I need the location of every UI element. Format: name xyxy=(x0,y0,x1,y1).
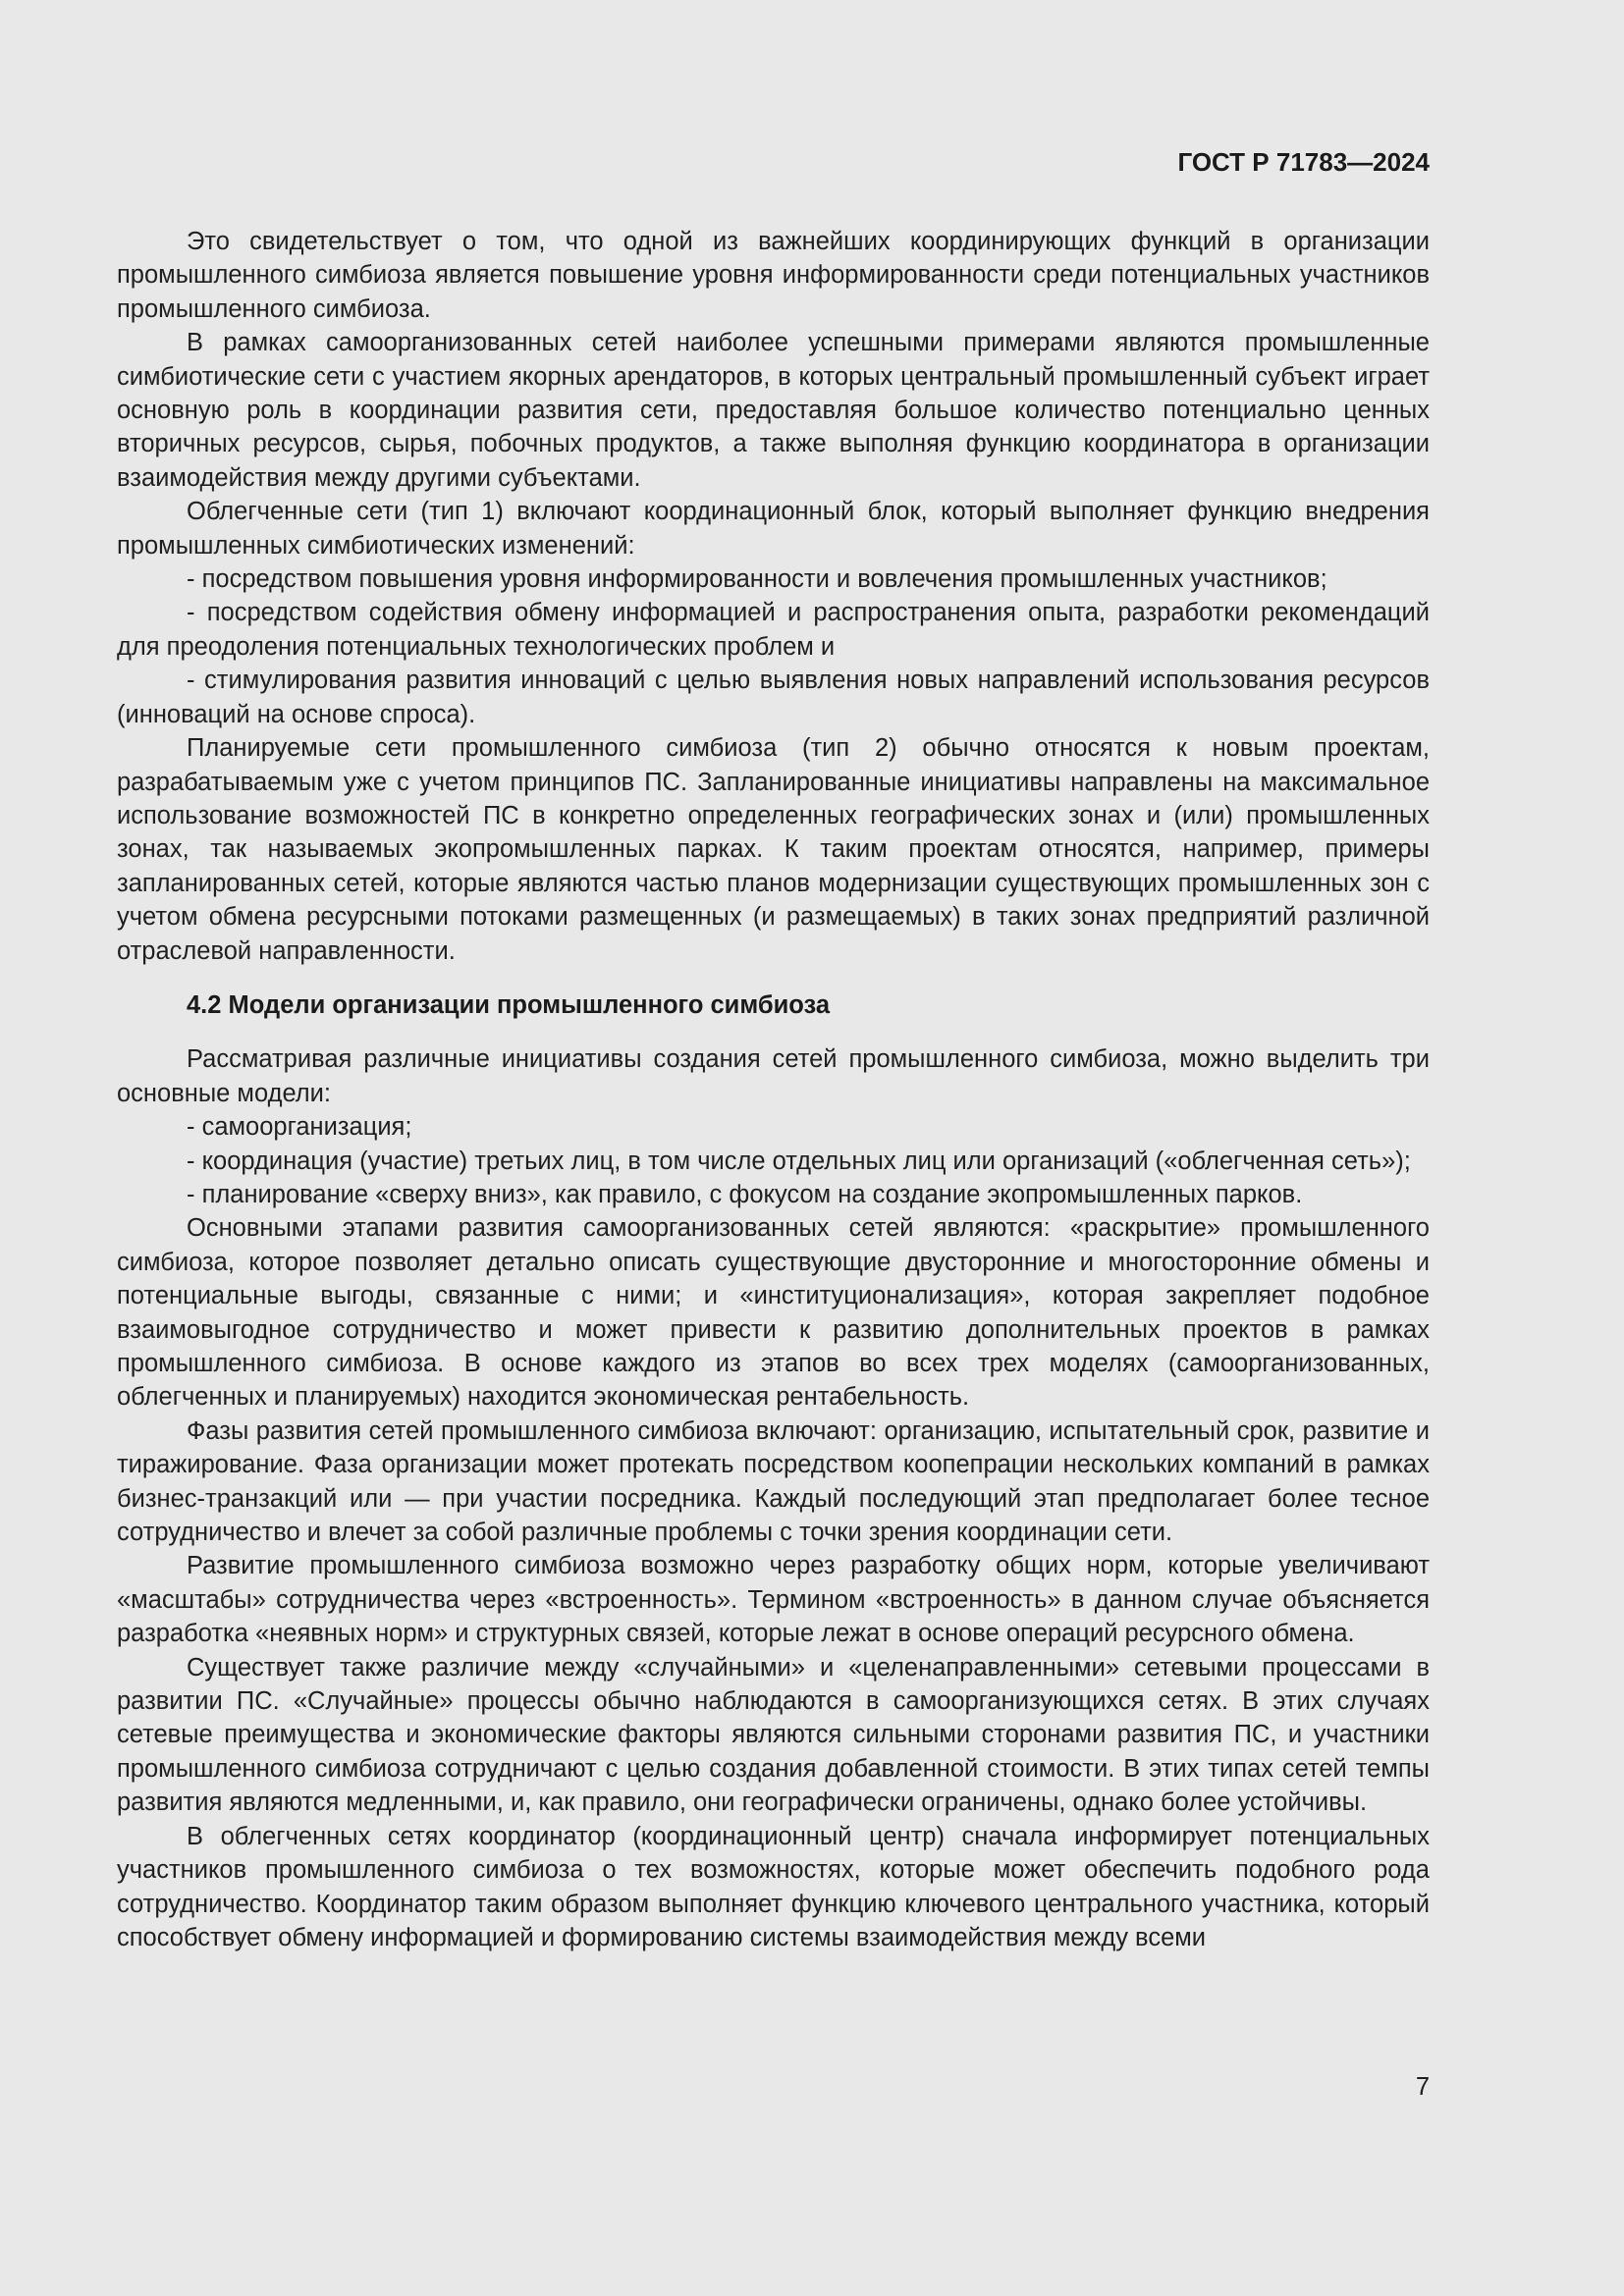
list-item: - планирование «сверху вниз», как правило, с фокусом на создание экопромышленных парков. xyxy=(187,1180,1303,1208)
standard-code: ГОСТ Р 71783—2024 xyxy=(1177,147,1430,177)
page-number: 7 xyxy=(1415,2073,1430,2101)
section-heading: 4.2 Модели организации промышленного симбиоза xyxy=(187,990,831,1019)
paragraph: Развитие промышленного симбиоза возможно через разработку общих норм, которые увеличивают «масштабы» сотрудничества через «встроенность». Термином «встроенность» в данном случае объясняется разработка «неявных норм» и структурных связей, которые лежат в основе операций ресурсного обмена. xyxy=(117,1552,1430,1648)
paragraph: Фазы развития сетей промышленного симбиоза включают: организацию, испытательный срок, развитие и тиражирование. Фаза организации может протекать посредством коопепрации нескольких компаний в рамках бизнес-транзакций или — при участии посредника. Каждый последующий этап предполагает более тесное сотрудничество и влечет за собой различные проблемы с точки зрения координации сети. xyxy=(117,1416,1430,1547)
paragraph: В рамках самоорганизованных сетей наиболее успешными примерами являются промышленные симбиотические сети с участием якорных арендаторов, в которых центральный промышленный субъект играет основную роль в координации развития сети, предоставляя большое количество потенциально ценных вторичных ресурсов, сырья, побочных продуктов, а также выполняя функцию координатора в организации взаимодействия между другими субъектами. xyxy=(117,329,1430,492)
paragraph: Планируемые сети промышленного симбиоза (тип 2) обычно относятся к новым проектам, разрабатываемым уже с учетом принципов ПС. Запланированные инициативы направлены на максимальное использование возможностей ПС в конкретно определенных географических зонах и (или) промышленных зонах, так называемых экопромышленных парках. К таким проектам относятся, например, примеры запланированных сетей, которые являются частью планов модернизации существующих промышленных зон с учетом обмена ресурсными потоками размещенных (и размещаемых) в таких зонах предприятий различной отраслевой направленности. xyxy=(117,734,1430,965)
paragraph: В облегченных сетях координатор (координационный центр) сначала информирует потенциальных участников промышленного симбиоза о тех возможностях, которые может обеспечить подобного рода сотрудничество. Координатор таким образом выполняет функцию ключевого центрального участника, который способствует обмену информацией и формированию системы взаимодействия между всеми xyxy=(117,1822,1430,1951)
paragraph: Это свидетельствует о том, что одной из важнейших координирующих функций в организации промышленного симбиоза является повышение уровня информированности среди потенциальных участников промышленного симбиоза. xyxy=(117,228,1430,323)
list-item: - посредством содействия обмену информацией и распространения опыта, разработки рекомендаций для преодоления потенциальных технологических проблем и xyxy=(117,599,1430,661)
page-body xyxy=(117,225,1430,1954)
list-item: - координация (участие) третьих лиц, в том числе отдельных лиц или организаций («облегченная сеть»); xyxy=(187,1147,1411,1175)
list-item: - посредством повышения уровня информированности и вовлечения промышленных участников; xyxy=(187,565,1327,594)
paragraph: Облегченные сети (тип 1) включают координационный блок, который выполняет функцию внедрения промышленных симбиотических изменений: xyxy=(117,498,1430,560)
paragraph: Существует также различие между «случайными» и «целенаправленными» сетевыми процессами в развитии ПС. «Случайные» процессы обычно наблюдаются в самоорганизующихся сетях. В этих случаях сетевые преимущества и экономические факторы являются сильными сторонами развития ПС, и участники промышленного симбиоза сотрудничают с целью создания добавленной стоимости. В этих типах сетей темпы развития являются медленными, и, как правило, они географически ограничены, однако более устойчивы. xyxy=(117,1653,1430,1817)
list-item: - самоорганизация; xyxy=(187,1113,412,1142)
paragraph: Основными этапами развития самоорганизованных сетей являются: «раскрытие» промышленного симбиоза, которое позволяет детально описать существующие двусторонние и многосторонние обмены и потенциальные выгоды, связанные с ними; и «институционализация», которая закрепляет подобное взаимовыгодное сотрудничество и может привести к развитию дополнительных проектов в рамках промышленного симбиоза. В основе каждого из этапов во всех трех моделях (самоорганизованных, облегченных и планируемых) находится экономическая рентабельность. xyxy=(117,1214,1430,1412)
list-item: - стимулирования развития инноваций с целью выявления новых направлений использования ресурсов (инноваций на основе спроса). xyxy=(117,667,1430,728)
paragraph: Рассматривая различные инициативы создания сетей промышленного симбиоза, можно выделить три основные модели: xyxy=(117,1045,1430,1107)
